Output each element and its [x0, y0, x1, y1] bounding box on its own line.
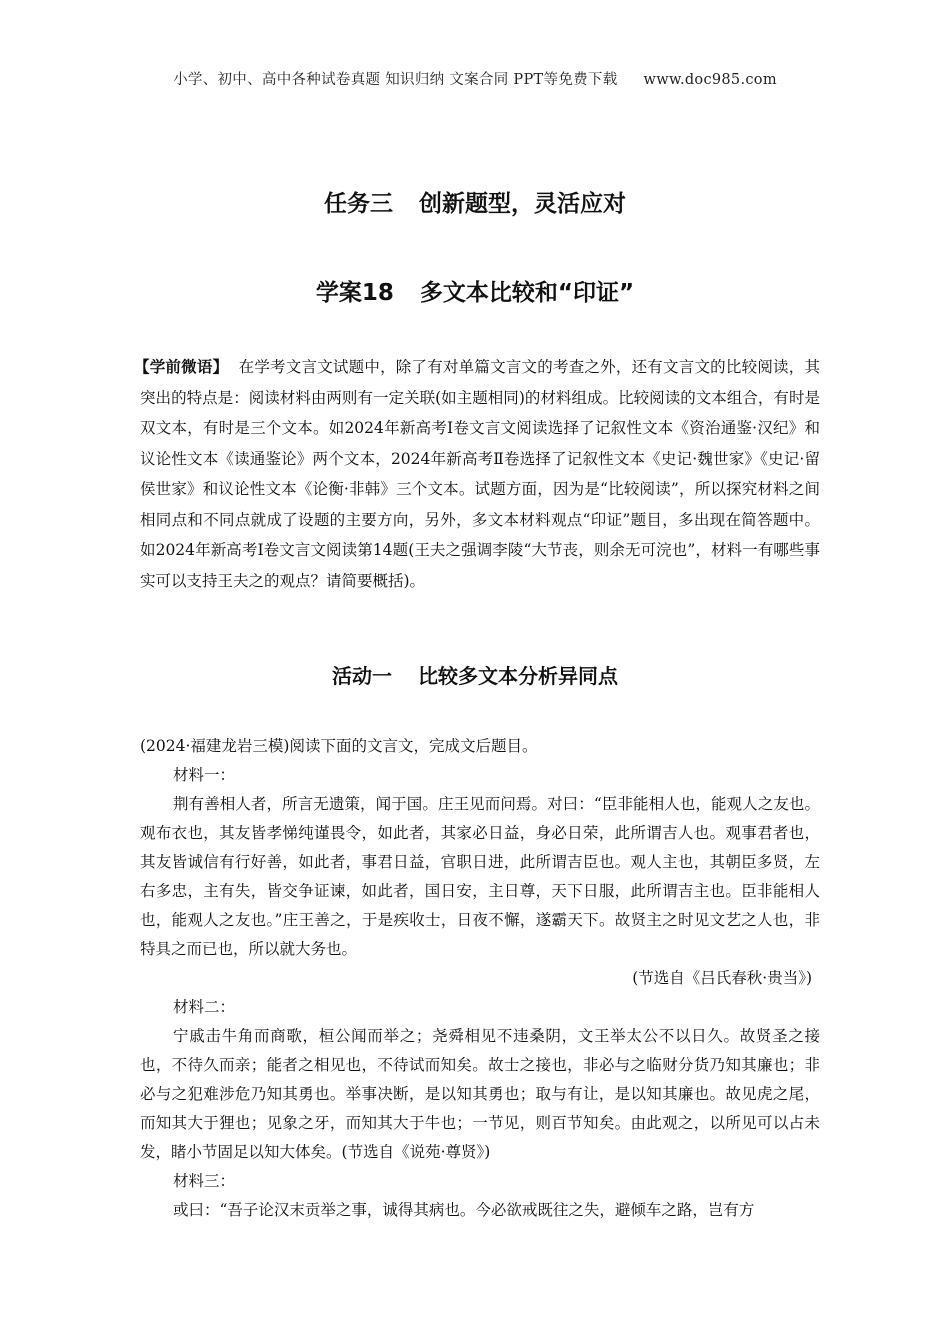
activity-title-text: 比较多文本分析异同点 [418, 664, 618, 688]
material2-label: 材料二： [173, 998, 236, 1016]
activity-title [0, 660, 950, 689]
intro-text: 在学考文言文试题中，除了有对单篇文言文的考查之外，还有文言文的比较阅读，其突出的特点是：阅读材料由两则有一定关联(如主题相同)的材料组成。比较阅读的文本组合，有时是双文本，有时是三个文本。如2024年新高考Ⅰ卷文言文阅读选择了记叙性文本《资治通鉴·汉纪》和议论性文本《读通鉴论》两个文本，2024年新高考Ⅱ卷选择了记叙性文本《史记·魏世家》《史记·留侯世家》和议论性文本《论衡·非韩》三个文本。试题方面，因为是“比较阅读”，所以探究材料之间相同点和不同点就成了设题的主要方向，另外，多文本材料观点“印证”题目，多出现在简答题中。如2024年新高考Ⅰ卷文言文阅读第14题(王夫之强调李陵“大节丧，则余无可浣也”，材料一有哪些事实可以支持王夫之的观点？请简要概括)。 [140, 358, 820, 590]
intro-tag: 【学前微语】 [134, 358, 229, 376]
header-site-link[interactable]: www.doc985.com [643, 72, 777, 88]
material1-text: 荆有善相人者，所言无遗策，闻于国。庄王见而问焉。对曰：“臣非能相人也，能观人之友也。观布衣也，其友皆孝悌纯谨畏令，如此者，其家必日益，身必日荣，此所谓吉人也。观事君者也，其友皆诚信有行好善，如此者，事君日益，官职日进，此所谓吉臣也。观人主也，其朝臣多贤，左右多忠，主有失，皆交争证谏，如此者，国日安，主日尊，天下日服，此所谓吉主也。臣非能相人也，能观人之友也。”庄王善之，于是疾收士，日夜不懈，遂霸天下。故贤主之时见文艺之人也，非特具之而已也，所以就大务也。 [140, 795, 820, 958]
material2-paragraph [140, 1022, 820, 1167]
material2-text: 宁戚击牛角而商歌，桓公闻而举之；尧舜相见不违桑阴，文王举太公不以日久。故贤圣之接也，不待久而亲；能者之相见也，不待试而知矣。故士之接也，非必与之临财分货乃知其廉也；非必与之犯难涉危乃知其勇也。举事决断，是以知其勇也；取与有让，是以知其廉也。故见虎之尾，而知其大于狸也；见象之牙，而知其大于牛也；一节见，则百节知矣。由此观之，以所见可以占未发，睹小节固足以知大体矣。 [140, 1027, 820, 1161]
lesson-title-text: 多文本比较和“印证” [419, 280, 635, 306]
task-title-number: 任务三 [324, 191, 393, 217]
material1-label: 材料一： [173, 766, 236, 784]
material3-text: 或曰：“吾子论汉末贡举之事，诚得其病也。今必欲戒既往之失，避倾车之路，岂有方 [173, 1201, 755, 1219]
task-title [0, 185, 950, 218]
question-source: (2024·福建龙岩三模)阅读下面的文言文，完成文后题目。 [140, 737, 538, 755]
header-text: 小学、初中、高中各种试卷真题 知识归纳 文案合同 PPT等免费下载 [173, 72, 618, 88]
page-header [0, 68, 950, 89]
reading-body [140, 732, 820, 1225]
lesson-title [0, 274, 950, 307]
task-title-text: 创新题型，灵活应对 [419, 191, 626, 217]
material3-label: 材料三： [173, 1172, 236, 1190]
lesson-title-number: 学案18 [315, 280, 394, 306]
material1-source: (节选自《吕氏春秋·贵当》) [632, 969, 812, 987]
activity-title-number: 活动一 [332, 664, 392, 688]
intro-paragraph [134, 352, 820, 596]
material2-source: (节选自《说苑·尊贤》) [341, 1143, 491, 1161]
